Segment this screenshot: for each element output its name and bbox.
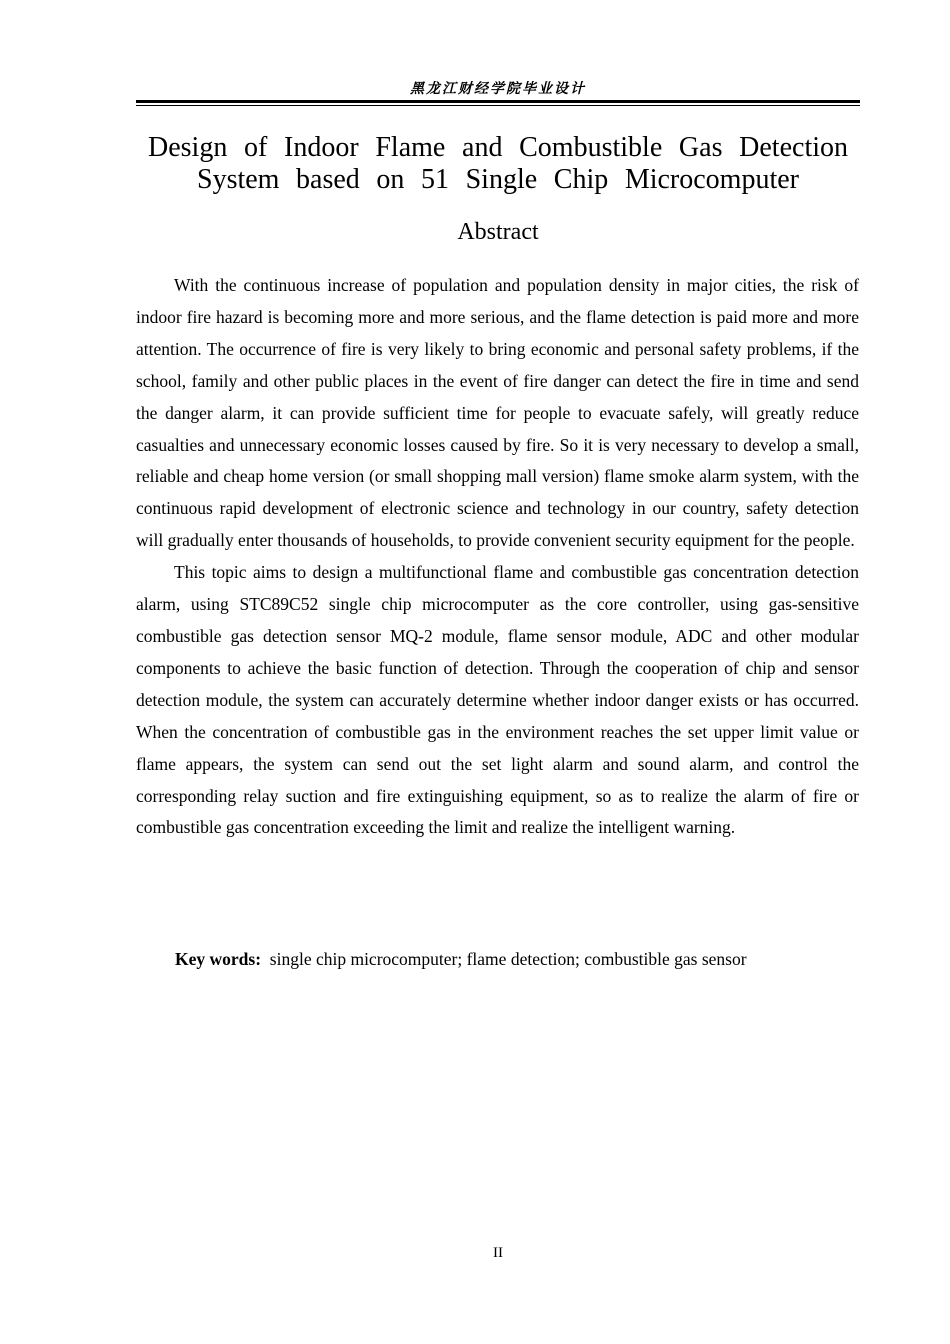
keywords-value: single chip microcomputer; flame detection; combustible gas sensor	[269, 949, 747, 969]
abstract-paragraph-2: This topic aims to design a multifunctional flame and combustible gas concentration detection alarm, using STC89C52 single chip microcomputer as the core controller, using gas-sensitive combustible gas detection sensor MQ-2 module, flame sensor module, ADC and other modular components to achieve the basic function of detection. Through the cooperation of chip and sensor detection module, the system can accurately determine whether indoor danger exists or has occurred. When the concentration of combustible gas in the environment reaches the set upper limit value or flame appears, the system can send out the set light alarm and sound alarm, and control the corresponding relay suction and fire extinguishing equipment, so as to realize the alarm of fire or combustible gas concentration exceeding the limit and realize the intelligent warning.	[136, 562, 859, 838]
keywords-label: Key words:	[175, 949, 262, 969]
running-header: 黑龙江财经学院毕业设计	[410, 81, 586, 97]
title-line-1: Design of Indoor Flame and Combustible Gas Detection	[148, 132, 848, 163]
abstract-paragraph-1: With the continuous increase of population and population density in major cities, the risk of indoor fire hazard is becoming more and more serious, and the flame detection is paid more and more attention. The occurrence of fire is very likely to bring economic and personal safety problems, if the school, family and other public places in the event of fire danger can detect the fire in time and send the danger alarm, it can provide sufficient time for people to evacuate safely, will greatly reduce casualties and unnecessary economic losses caused by fire. So it is very necessary to develop a small, reliable and cheap home version (or small shopping mall version) flame smoke alarm system, with the continuous rapid development of electronic science and technology in our country, safety detection will gradually enter thousands of households, to provide convenient security equipment for the people.	[136, 275, 859, 551]
header-rule-thick	[136, 100, 860, 103]
header-rule-thin	[136, 105, 860, 106]
page-number: II	[493, 1245, 503, 1261]
paper-title	[136, 132, 860, 196]
abstract-heading: Abstract	[457, 219, 539, 245]
abstract-body	[136, 270, 859, 844]
title-line-2: System based on 51 Single Chip Microcomputer	[197, 164, 799, 195]
keywords-line	[175, 945, 747, 973]
